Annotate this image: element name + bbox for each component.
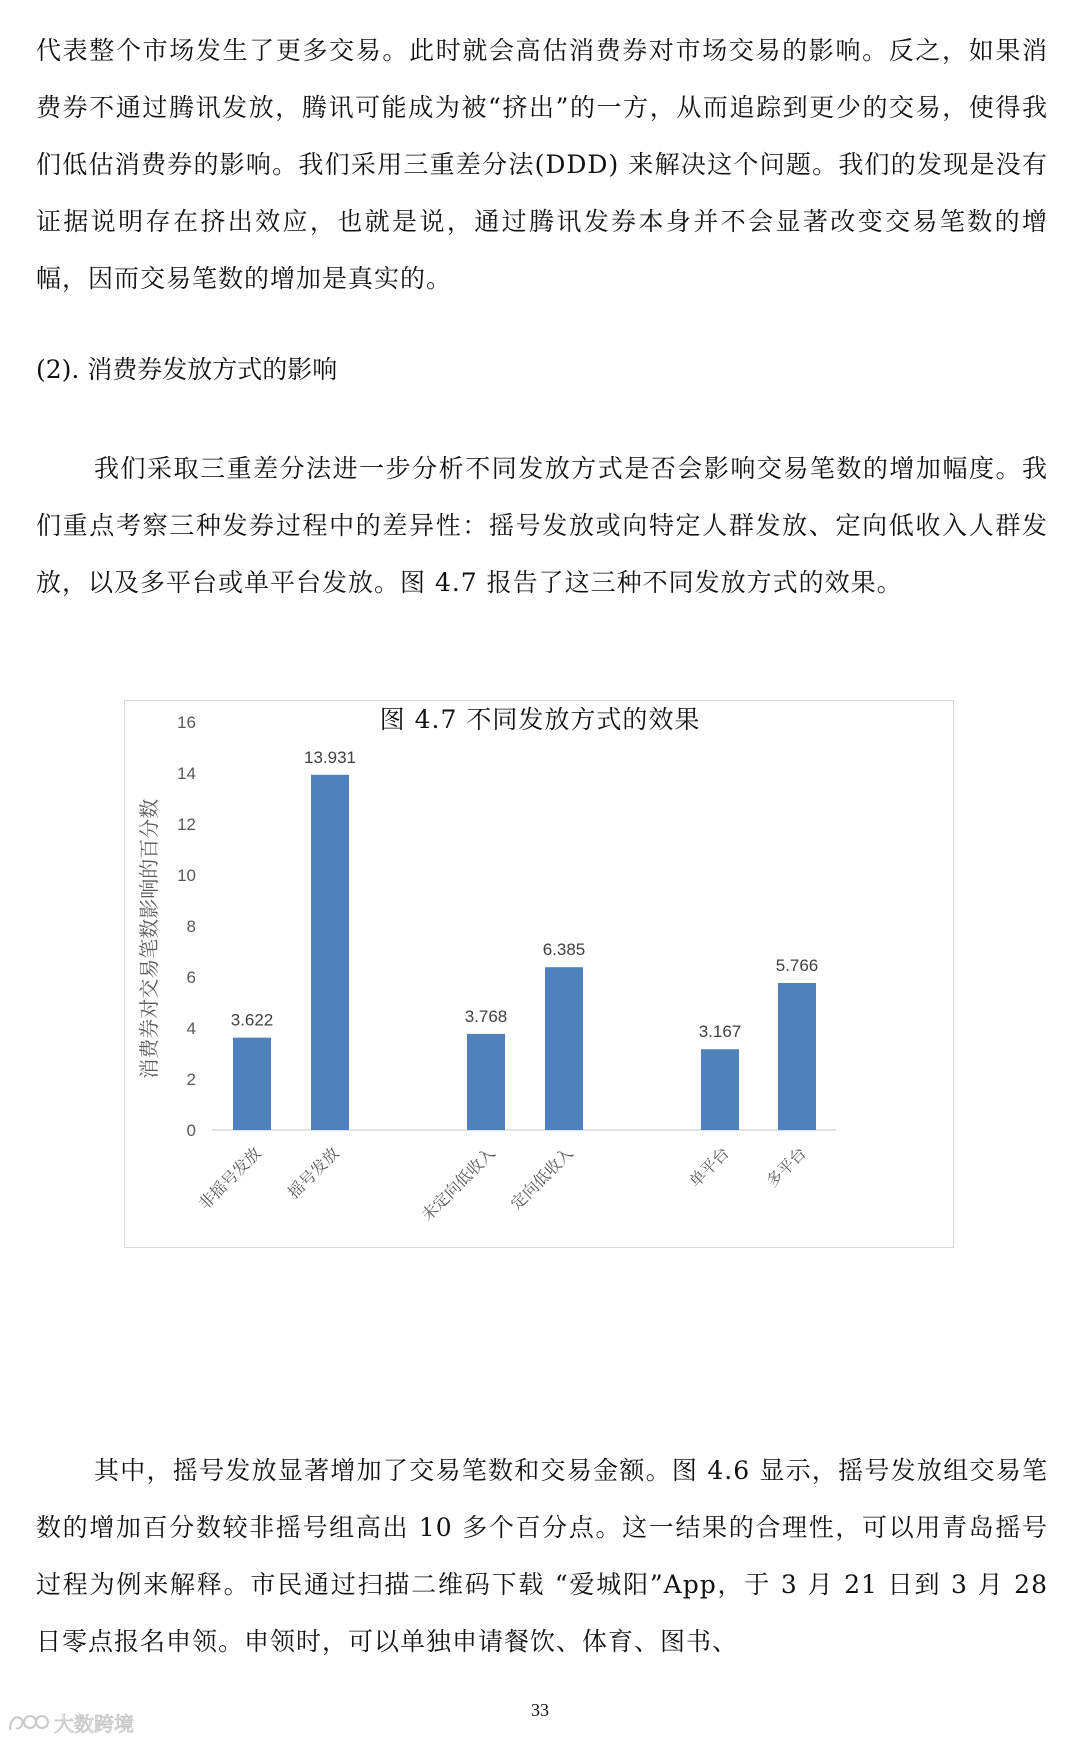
- bar-value-label: 3.167: [698, 1022, 742, 1042]
- y-tick-label: 8: [186, 917, 196, 936]
- bar-value-label: 5.766: [775, 955, 819, 975]
- body-paragraph-1: 代表整个市场发生了更多交易。此时就会高估消费券对市场交易的影响。反之，如果消费券不通过腾讯发放，腾讯可能成为被“挤出”的一方，从而追踪到更少的交易，使得我们低估消费券的影响。我们采用三重差分法(DDD) 来解决这个问题。我们的发现是没有证据说明存在挤出效应，也就是说，通过腾讯发券本身并不会显著改变交易笔数的增幅，因而交易笔数的增加是真实的。: [36, 36, 1048, 293]
- bar-value-label: 13.931: [304, 747, 356, 767]
- y-tick-label: 0: [186, 1121, 196, 1140]
- page-number: 33: [531, 1700, 549, 1720]
- bar: [778, 983, 816, 1130]
- body-paragraph-2: 我们采取三重差分法进一步分析不同发放方式是否会影响交易笔数的增加幅度。我们重点考察三种发券过程中的差异性：摇号发放或向特定人群发放、定向低收入人群发放，以及多平台或单平台发放。图 4.7 报告了这三种不同发放方式的效果。: [36, 454, 1048, 597]
- y-tick-label: 4: [186, 1019, 196, 1038]
- category-label: 摇号发放: [284, 1143, 343, 1203]
- category-label: 未定向低收入: [417, 1143, 499, 1225]
- watermark-logo: [4, 1706, 144, 1740]
- bar: [233, 1038, 271, 1130]
- category-label: 单平台: [685, 1143, 733, 1191]
- category-label: 定向低收入: [506, 1143, 577, 1214]
- y-tick-label: 6: [186, 968, 196, 987]
- y-tick-label: 10: [177, 866, 196, 885]
- body-paragraph-3: 其中，摇号发放显著增加了交易笔数和交易金额。图 4.6 显示，摇号发放组交易笔数的增加百分数较非摇号组高出 10 多个百分点。这一结果的合理性，可以用青岛摇号过程为例来解释。市民通过扫描二维码下载 “爱城阳”App，于 3 月 21 日到 3 月 28 日零点报名申领。申领时，可以单独申请餐饮、体育、图书、: [36, 1456, 1048, 1656]
- y-tick-label: 16: [177, 713, 196, 732]
- bar: [467, 1034, 505, 1130]
- bar: [545, 967, 583, 1130]
- y-tick-label: 12: [177, 815, 196, 834]
- category-label: 非摇号发放: [194, 1143, 265, 1214]
- y-tick-label: 2: [186, 1070, 196, 1089]
- bar-chart: [124, 700, 954, 1248]
- y-tick-label: 14: [177, 764, 196, 783]
- category-label: 多平台: [762, 1143, 810, 1191]
- y-axis-ticks: [177, 713, 196, 1140]
- watermark-icon: [10, 1716, 48, 1730]
- bar: [701, 1049, 739, 1130]
- bar: [311, 775, 349, 1130]
- watermark-text: 大数跨境: [54, 1712, 134, 1736]
- bar-value-label: 6.385: [542, 940, 586, 960]
- figure-caption: 图 4.7 不同发放方式的效果: [379, 705, 701, 734]
- bars: [195, 748, 818, 1225]
- y-axis-title: 消费券对交易笔数影响的百分数: [137, 798, 161, 1079]
- bar-value-label: 3.768: [464, 1006, 508, 1026]
- bar-value-label: 3.622: [230, 1010, 274, 1030]
- section-heading: (2). 消费券发放方式的影响: [36, 355, 338, 384]
